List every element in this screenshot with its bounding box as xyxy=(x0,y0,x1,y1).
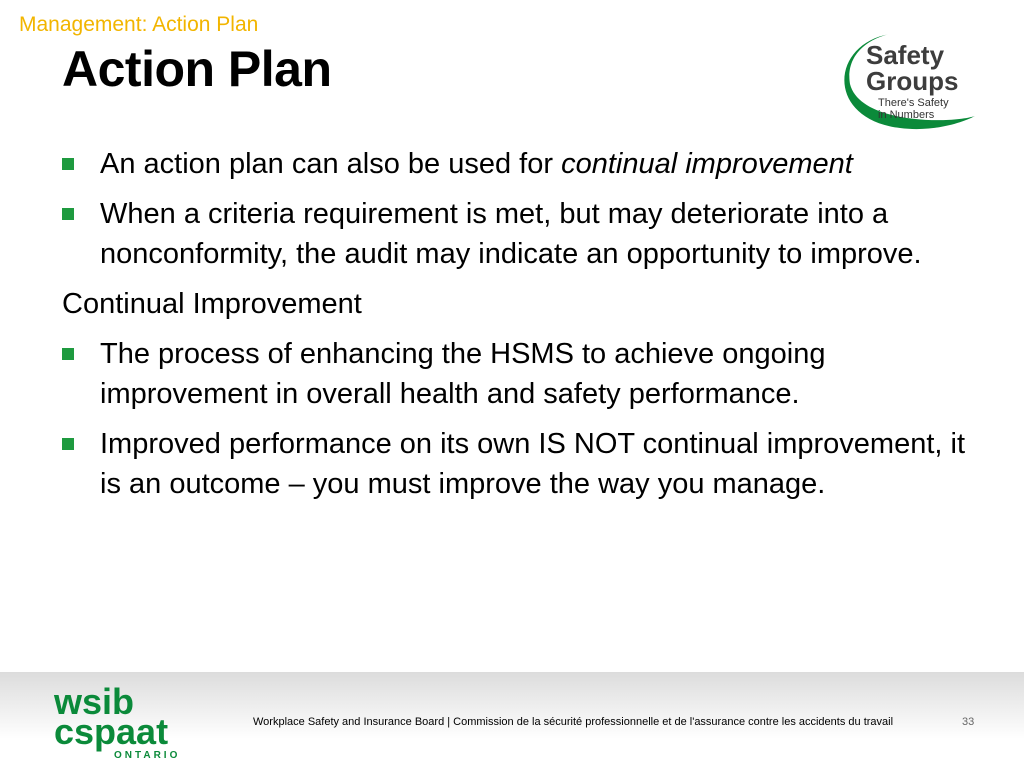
bullet-square-icon xyxy=(62,208,74,220)
safety-groups-logo-tagline1: There's Safety xyxy=(878,97,949,109)
bullet-2-text: When a criteria requirement is met, but may deteriorate into a nonconformity, the audit may indicate an opportunity to improve. xyxy=(100,198,922,270)
bullet-item xyxy=(62,144,982,184)
slide-body xyxy=(62,144,982,514)
bullet-item xyxy=(62,424,982,504)
wsib-logo-line1: wsib xyxy=(54,682,135,722)
safety-groups-logo-line1: Safety xyxy=(866,40,945,70)
safety-groups-logo-line2: Groups xyxy=(866,66,959,96)
safety-groups-logo xyxy=(830,24,1002,136)
footer-text: Workplace Safety and Insurance Board | Commission de la sécurité professionnelle et de l'assurance contre les accidents du travail xyxy=(253,716,894,728)
bullet-1-text: An action plan can also be used for xyxy=(100,148,562,180)
bullet-3-text: The process of enhancing the HSMS to achieve ongoing improvement in overall health and safety performance. xyxy=(100,338,826,410)
wsib-logo xyxy=(52,682,192,762)
safety-groups-logo-tagline2: in Numbers xyxy=(878,109,935,121)
bullet-square-icon xyxy=(62,348,74,360)
slide-title: Action Plan xyxy=(62,41,332,97)
wsib-logo-line2: cspaat xyxy=(54,711,169,752)
bullet-item xyxy=(62,194,982,274)
bullet-item xyxy=(62,334,982,414)
bullet-4-text: Improved performance on its own IS NOT continual improvement, it is an outcome – you must improve the way you manage. xyxy=(100,428,966,500)
bullet-square-icon xyxy=(62,158,74,170)
breadcrumb: Management: Action Plan xyxy=(19,13,259,36)
bullet-square-icon xyxy=(62,438,74,450)
page-number: 33 xyxy=(962,716,975,728)
wsib-logo-line3: ONTARIO xyxy=(114,750,181,761)
bullet-1-emphasis: continual improvement xyxy=(561,148,853,180)
subheading: Continual Improvement xyxy=(62,288,362,320)
